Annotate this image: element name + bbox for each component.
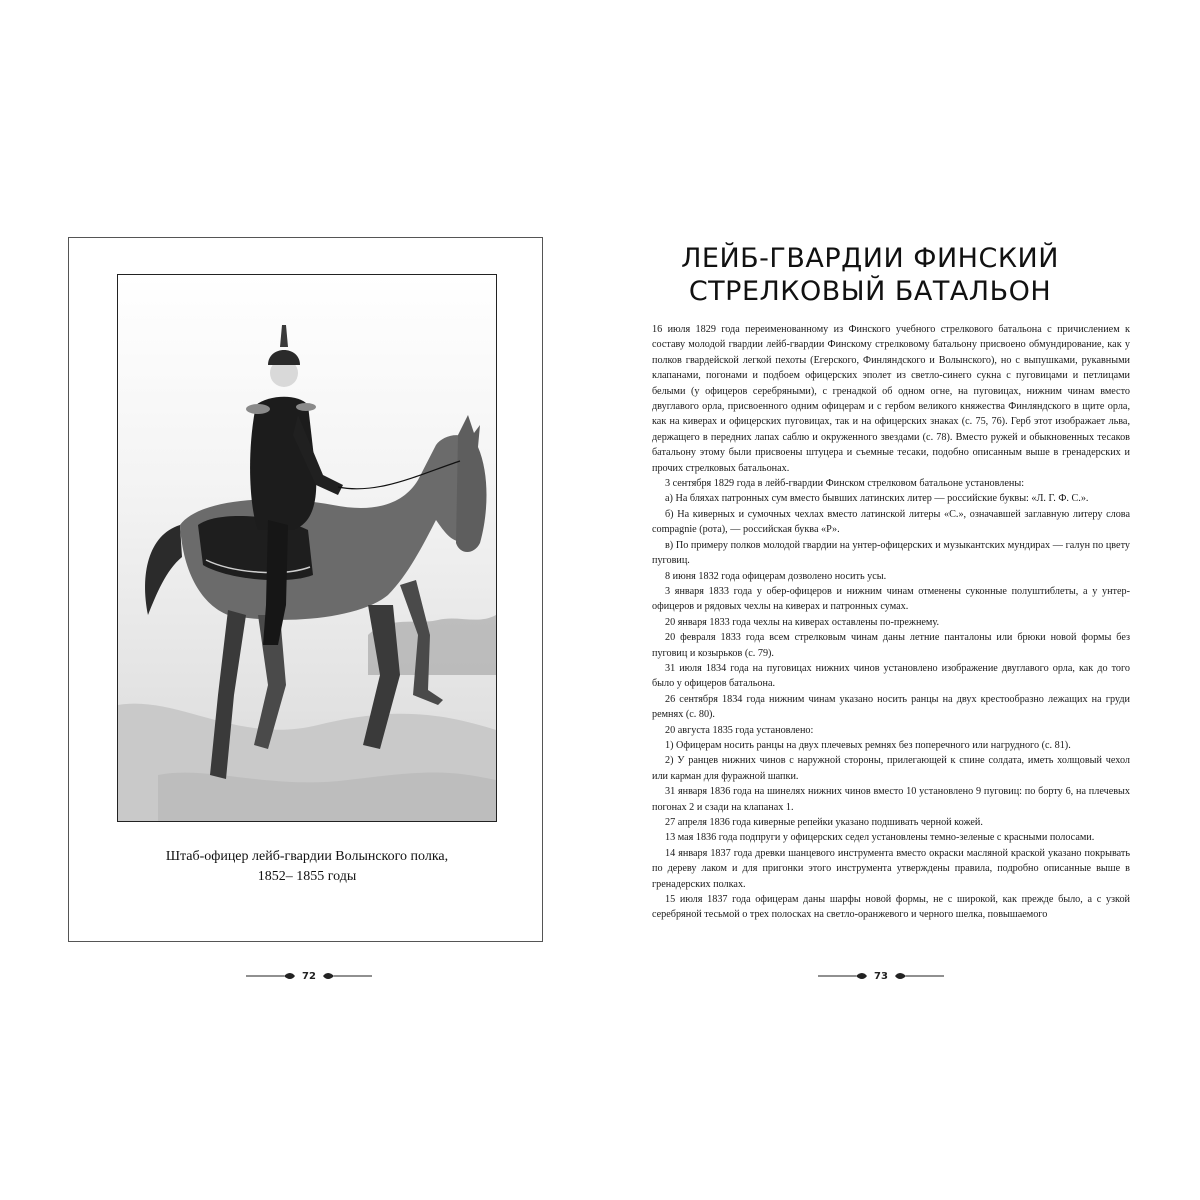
body-paragraph: 8 июня 1832 года офицерам дозволено носить усы. <box>665 570 887 582</box>
body-paragraph: 16 июля 1829 года переименованному из Финского учебного стрелкового батальона с причислением к составу молодой гвардии лейб-гвардии Финскому стрелковому батальону присвоено обмундирование, как у полков гвардейской легкой пехоты (Егерского, Финляндского и Волынского), но с выпушками, рукавными клапанами, погонами и подбоем офицерских эполет из светло-синего сукна с пуговицами и петлицами белыми (у офицеров серебряными), с гренадкой об одном огне, на пуговицах, нижним чинам вместо двуглавого орла, присвоенного одним офицерам и с гербом великого княжества Финляндского в щите орла, как на киверах и офицерских пуговицах, так и на офицерских знаках (с. 75, 76). Герб этот изображает льва, держащего в передних лапах саблю и окруженного звездами (с. 78). Вместо ружей и обыкновенных тесаков батальону этому были присвоены штуцера и съемные тесаки, подобно описанным выше в гренадерских и прочих стрелковых батальонах. <box>652 324 1130 474</box>
body-paragraph: в) По примеру полков молодой гвардии на унтер-офицерских и музыкантских мундирах — галун по цвету пуговиц. <box>652 539 1130 567</box>
body-paragraph: 26 сентября 1834 года нижним чинам указано носить ранцы на двух крестообразно лежащих на груди ремнях (с. 80). <box>652 693 1130 721</box>
body-paragraph: 3 сентября 1829 года в лейб-гвардии Финском стрелковом батальоне установлены: <box>665 478 1025 490</box>
chapter-title-line2: СТРЕЛКОВЫЙ БАТАЛЬОН <box>688 276 1052 307</box>
body-paragraph: 14 января 1837 года древки шанцевого инструмента вместо окраски масляной краской указано покрывать по дереву лаком и для пригонки этого инструмента утверждены правила, подробно описанные выше в гренадерских полках. <box>652 847 1130 890</box>
body-paragraph: 27 апреля 1836 года киверные репейки указано подшивать черной кожей. <box>665 817 983 828</box>
body-paragraph: 31 января 1836 года на шинелях нижних чинов вместо 10 установлено 9 пуговиц: по борту 6, на плечевых погонах 2 и сзади на клапанах 1. <box>652 786 1130 813</box>
body-paragraph: 15 июля 1837 года офицерам даны шарфы новой формы, не с широкой, как прежде было, а с узкой серебряной тесьмой о трех полосках на светло-оранжевого и черного шелка, повышаемого <box>652 894 1130 921</box>
body-paragraph: 20 августа 1835 года установлено: <box>665 724 814 736</box>
body-paragraph: 13 мая 1836 года подпруги у офицерских седел установлены темно-зеленые с красными полосами. <box>665 832 1095 844</box>
page-number-right: 73 <box>874 970 888 982</box>
mounted-officer-engraving-icon <box>118 275 496 821</box>
left-page-footer <box>246 970 372 982</box>
right-page-footer <box>818 970 944 982</box>
page-number-left: 72 <box>302 970 316 982</box>
right-ornament-icon <box>322 970 372 982</box>
body-paragraph: 20 января 1833 года чехлы на киверах оставлены по-прежнему. <box>665 616 940 628</box>
body-paragraph: 31 июля 1834 года на пуговицах нижних чинов установлено изображение двуглавого орла, как до того было у офицеров батальона. <box>652 662 1130 690</box>
body-paragraph: б) На киверных и сумочных чехлах вместо латинской литеры «С.», означавшей заглавную литеру слова compagnie (рота), — российская буква «Р». <box>652 508 1130 536</box>
illustration-plate <box>117 274 497 822</box>
chapter-title-line1: ЛЕЙБ-ГВАРДИИ ФИНСКИЙ <box>681 243 1059 274</box>
illustration-caption-line2: 1852– 1855 годы <box>257 869 357 884</box>
body-paragraph: 1) Офицерам носить ранцы на двух плечевых ремнях без поперечного или нагрудного (с. 81). <box>665 739 1071 751</box>
body-paragraph: 2) У ранцев нижних чинов с наружной стороны, прилегающей к спине солдата, иметь холщовый чехол или карман для фуражной шапки. <box>652 755 1130 782</box>
left-ornament-icon <box>246 970 296 982</box>
right-ornament-icon <box>894 970 944 982</box>
body-paragraph: 3 января 1833 года у обер-офицеров и нижним чинам отменены суконные полуштиблеты, а у унтер-офицеров и рядовых чехлы на киверах и патронных сумах. <box>652 585 1130 613</box>
illustration-caption-line1: Штаб-офицер лейб-гвардии Волынского полка, <box>165 849 449 864</box>
left-ornament-icon <box>818 970 868 982</box>
body-paragraph: а) На бляхах патронных сум вместо бывших латинских литер — российские буквы: «Л. Г. Ф. С.». <box>665 493 1089 505</box>
body-text <box>652 322 1130 956</box>
body-paragraph: 20 февраля 1833 года всем стрелковым чинам даны летние панталоны или брюки новой формы без пуговиц и козырьков (с. 79). <box>652 632 1130 659</box>
